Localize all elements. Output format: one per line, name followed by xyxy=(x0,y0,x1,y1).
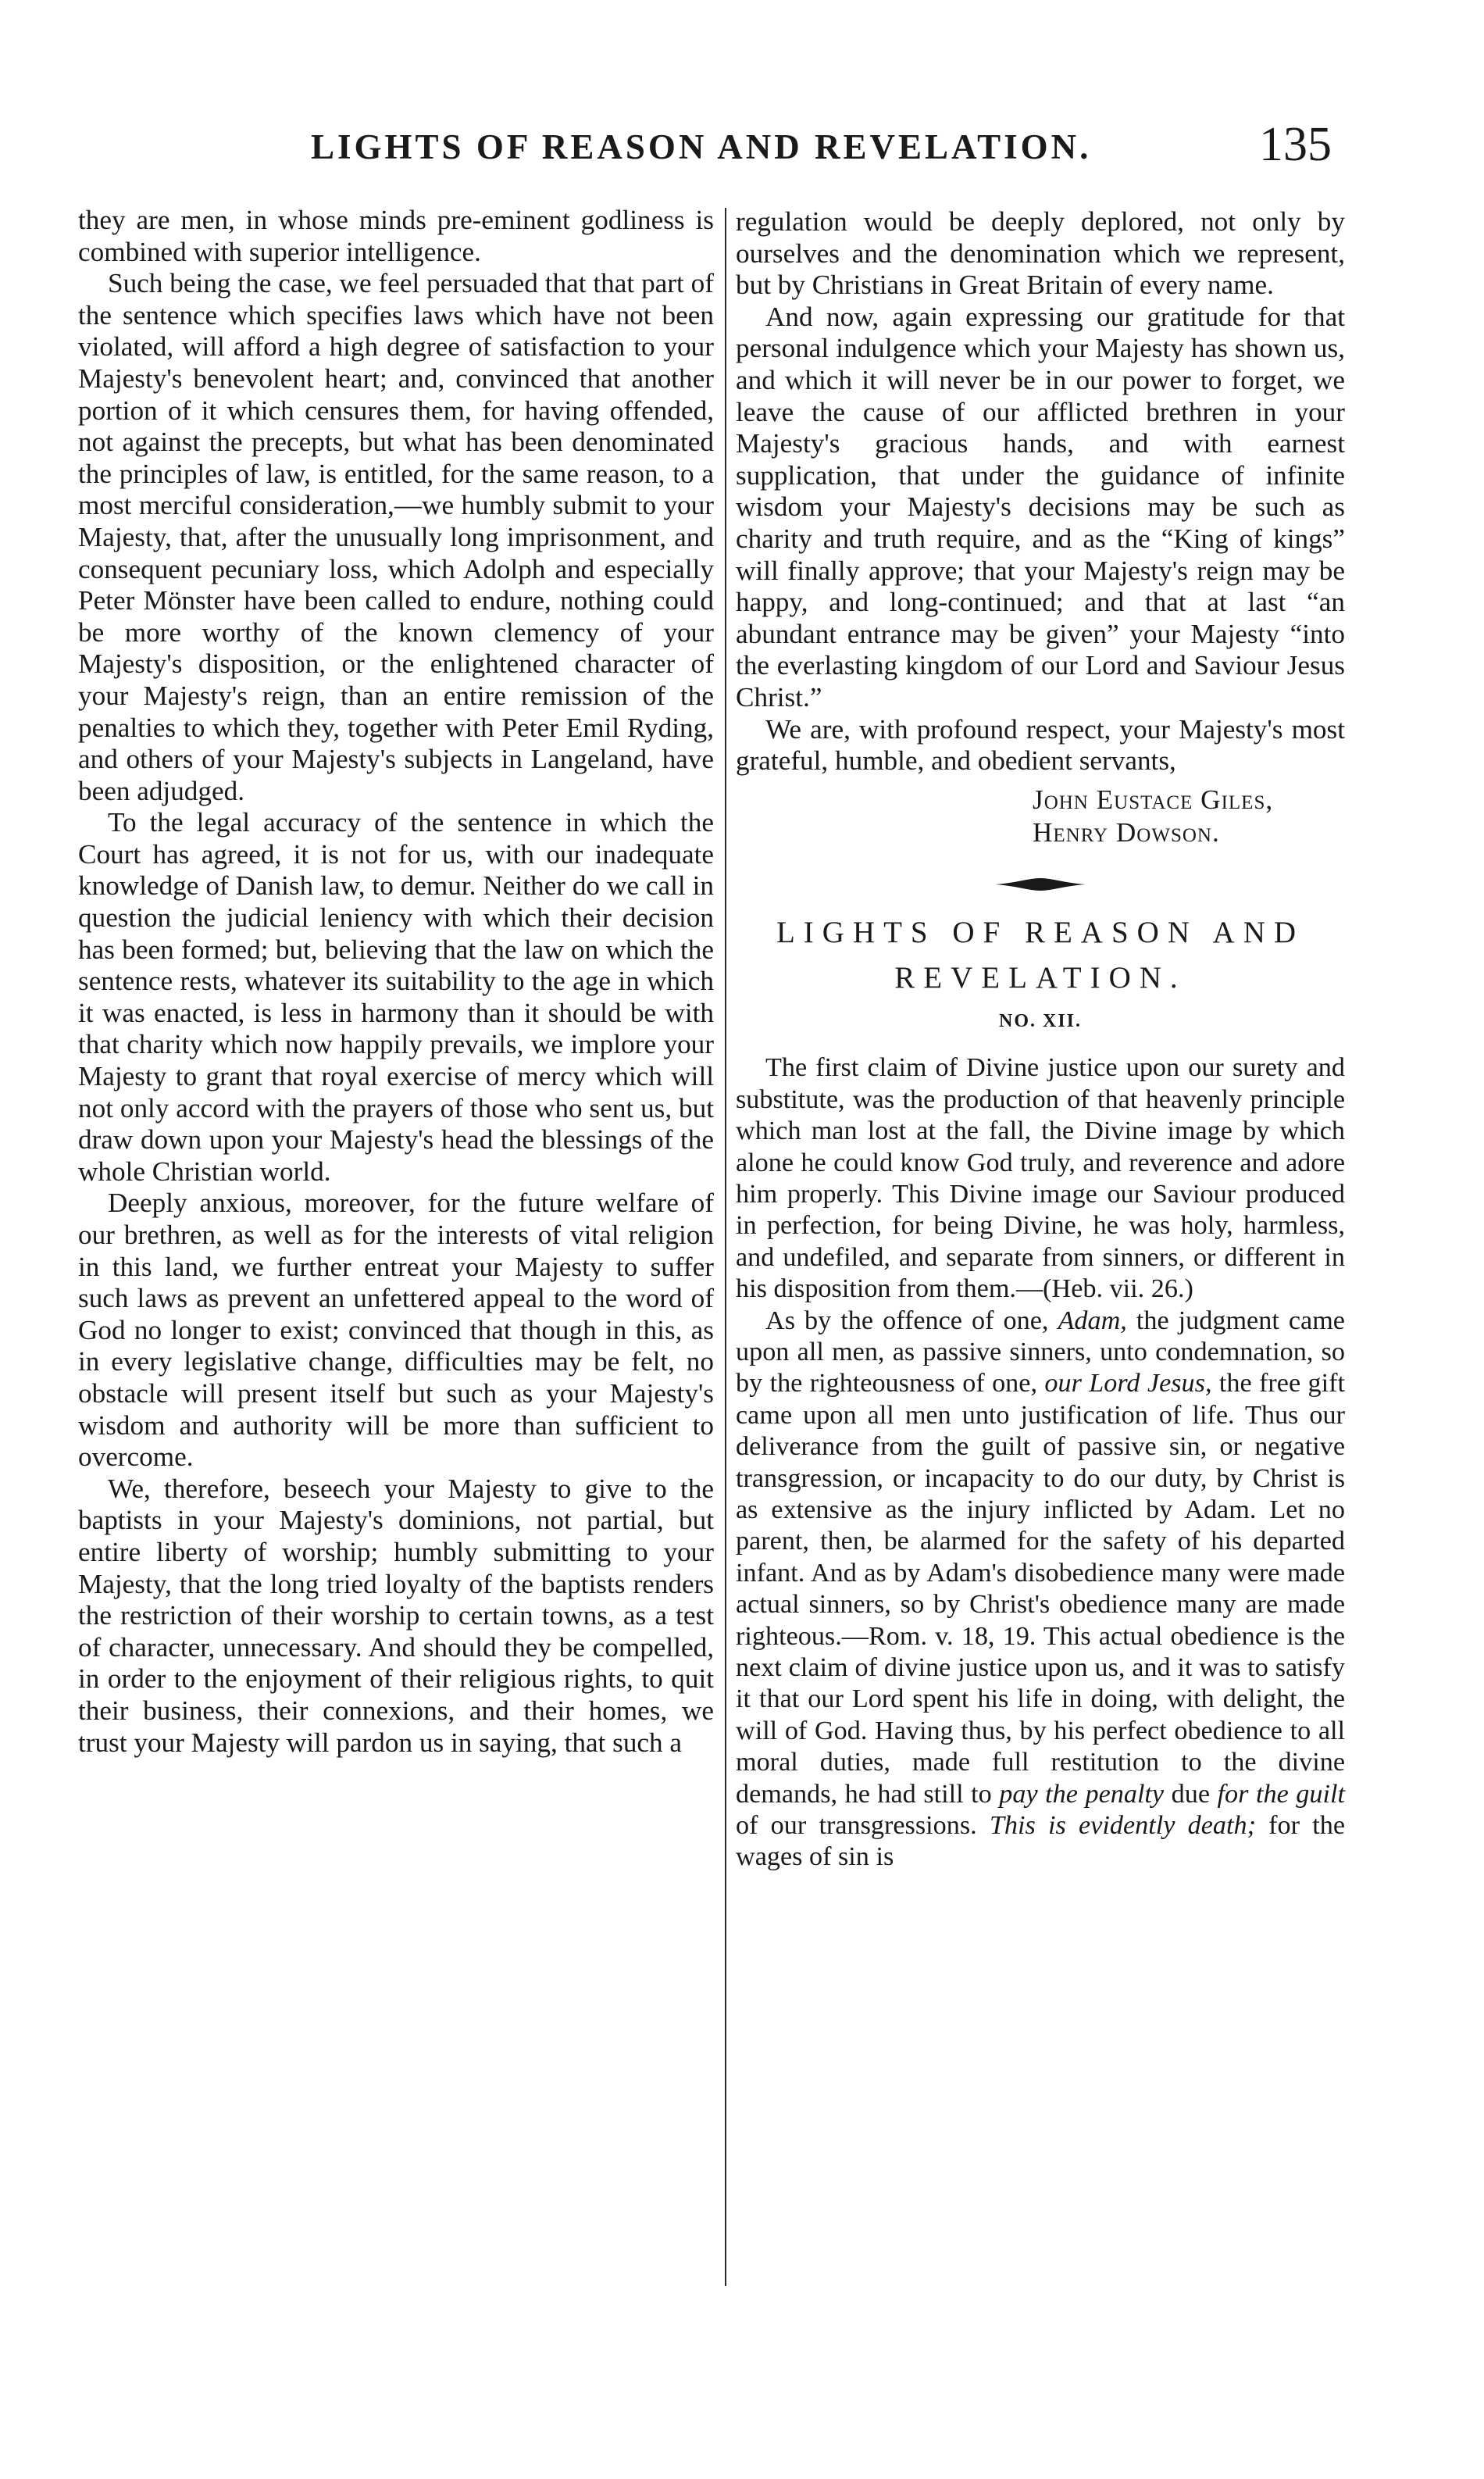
text-run: due xyxy=(1164,1779,1218,1809)
emphasis-this-is-death: This is evidently death; xyxy=(989,1811,1256,1841)
right-column xyxy=(736,206,1345,1874)
page-number: 135 xyxy=(1259,118,1332,171)
article-paragraph-2 xyxy=(736,1306,1345,1874)
ornament-divider-icon xyxy=(993,876,1087,893)
emphasis-pay-the-penalty: pay the penalty xyxy=(999,1779,1165,1809)
running-header xyxy=(0,117,1484,180)
article-paragraph-1: The first claim of Divine justice upon our surety and substitute, was the production of that heavenly principle which man lost at the fall, the Divine image by which alone he could know God truly, and reverence and adore him properly. This Divine image our Saviour produced in perfection, for being Divine, he was holy, harmless, and undefiled, and separate from sinners, or different in his disposition from them.—(Heb. vii. 26.) xyxy=(736,1053,1345,1304)
emphasis-for-the-guilt: for the guilt xyxy=(1217,1779,1345,1809)
article-title-line-1: LIGHTS OF REASON AND xyxy=(776,915,1305,949)
emphasis-adam: Adam, xyxy=(1058,1306,1127,1335)
letter-paragraph-1: regulation would be deeply deplored, not only by ourselves and the denomination which we represent, but by Christians in Great Britain of every name. xyxy=(736,206,1345,301)
signatures xyxy=(1033,784,1345,849)
running-title: LIGHTS OF REASON AND REVELATION. xyxy=(311,127,1092,166)
signature-giles: John Eustace Giles, xyxy=(1033,784,1274,815)
article-title xyxy=(736,910,1345,1001)
text-run: of our transgressions. xyxy=(736,1811,990,1841)
left-paragraph-5: We, therefore, beseech your Majesty to give to the baptists in your Majesty's dominions, not partial, but entire liberty of worship; humbly submitting to your Majesty, that the long tried loyalty of the baptists renders the restriction of their worship to certain towns, as a test of character, unnecessary. And should they be compelled, in order to the enjoyment of their religious rights, to quit their business, their connexions, and their homes, we trust your Majesty will pardon us in saying, that such a xyxy=(78,1473,714,1758)
emphasis-our-lord-jesus: our Lord Jesus, xyxy=(1044,1369,1212,1398)
letter-paragraph-2: And now, again expressing our gratitude for that personal indulgence which your Majesty has shown us, and which it will never be in our power to forget, we leave the cause of our afflicted brethren in your Majesty's gracious hands, and with earnest supplication, that under the guidance of infinite wisdom your Majesty's decisions may be such as charity and truth require, and as the “King of kings” will finally approve; that your Majesty's reign may be happy, and long-continued; and that at last “an abundant entrance may be given” your Majesty “into the everlasting kingdom of our Lord and Saviour Jesus Christ.” xyxy=(736,301,1345,713)
left-paragraph-3: To the legal accuracy of the sentence in which the Court has agreed, it is not for us, with our inadequate knowledge of Danish law, to demur. Neither do we call in question the judicial leniency with which their decision has been formed; but, believing that the law on which the sentence rests, whatever its suitability to the age in which it was enacted, is less in harmony than it should be with that charity which now happily prevails, we implore your Majesty to grant that royal exercise of mercy which will not only accord with the prayers of those who sent us, but draw down upon your Majesty's head the blessings of the whole Christian world. xyxy=(78,807,714,1187)
left-paragraph-1: they are men, in whose minds pre-eminent godliness is combined with superior intelligence. xyxy=(78,205,714,267)
text-run: for the wages of sin is xyxy=(736,1811,1346,1872)
text-run: the judgment came upon all men, as passive sinners, unto condemnation, so by the righteousness of one, xyxy=(736,1306,1345,1398)
column-rule xyxy=(725,208,726,2286)
left-column xyxy=(78,205,714,1759)
signature-dowson: Henry Dowson. xyxy=(1033,816,1220,848)
article-number: NO. XII. xyxy=(998,1010,1082,1031)
article-body xyxy=(736,1052,1345,1874)
text-run: As by the offence of one, xyxy=(765,1306,1058,1335)
text-run: the free gift came upon all men unto justification of life. Thus our deliverance from the guilt of passive sin, or negative transgression, or incapacity to do our duty, by Christ is as extensive as the injury inflicted by Adam. Let no parent, then, be alarmed for the safety of his departed infant. And as by Adam's disobedience many were made actual sinners, so by Christ's obedience many are made righteous.—Rom. v. 18, 19. This actual obedience is the next claim of divine justice upon us, and it was to satisfy it that our Lord spent his life in doing, with delight, the will of God. Having thus, by his perfect obedience to all moral duties, made full restitution to the divine demands, he had still to xyxy=(736,1369,1346,1809)
article-title-line-2: REVELATION. xyxy=(894,960,1186,995)
left-paragraph-4: Deeply anxious, moreover, for the future welfare of our brethren, as well as for the interests of vital religion in this land, we further entreat your Majesty to suffer such laws as prevent an unfettered appeal to the word of God no longer to exist; convinced that though in this, as in every legislative change, difficulties may be felt, no obstacle will present itself but such as your Majesty's wisdom and authority will be more than sufficient to overcome. xyxy=(78,1188,714,1473)
left-paragraph-2: Such being the case, we feel persuaded that that part of the sentence which specifies laws which have not been violated, will afford a high degree of satisfaction to your Majesty's benevolent heart; and, convinced that another portion of it which censures them, for having offended, not against the precepts, but what has been denominated the principles of law, is entitled, for the same reason, to a most merciful consideration,—we humbly submit to your Majesty, that, after the unusually long imprisonment, and consequent pecuniary loss, which Adolph and especially Peter Mönster have been called to endure, nothing could be more worthy of the known clemency of your Majesty's disposition, or the enlightened character of your Majesty's reign, than an entire remission of the penalties to which they, together with Peter Emil Ryding, and others of your Majesty's subjects in Langeland, have been adjudged. xyxy=(78,268,714,806)
letter-paragraph-3: We are, with profound respect, your Majesty's most grateful, humble, and obedient servants, xyxy=(736,713,1345,777)
